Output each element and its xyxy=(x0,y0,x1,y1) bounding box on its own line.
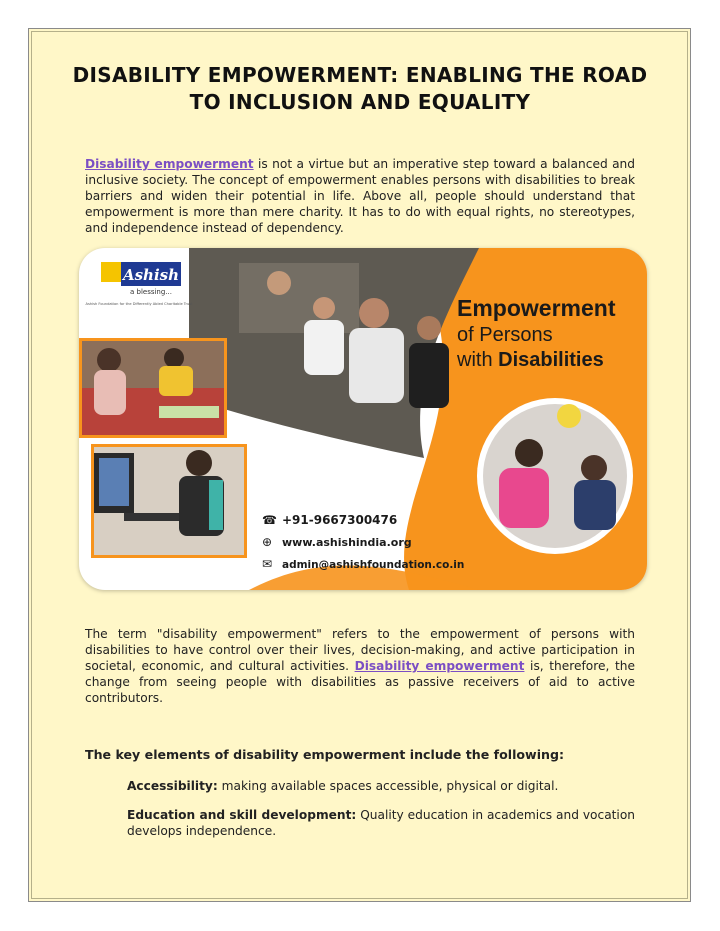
title-line-2: TO INCLUSION AND EQUALITY xyxy=(189,90,531,114)
banner-headline-1: Empowerment xyxy=(457,295,616,321)
list-item xyxy=(127,778,635,794)
item-text: making available spaces accessible, physical or digital. xyxy=(217,779,559,793)
article-title xyxy=(70,62,650,116)
definition-text-start: The term "disability empowerment" refers to the empowerment of persons with disabilities to have control over their lives, decision-making, and active participation in societal, economic, and cultural activities. xyxy=(85,627,635,673)
email-icon: ✉ xyxy=(262,557,273,571)
definition-text-end: is, therefore, the change from seeing people with disabilities as passive receivers of aid to active contributors. xyxy=(85,659,635,705)
banner-headline-2: of Persons xyxy=(457,324,553,346)
disability-empowerment-link[interactable]: Disability empowerment xyxy=(85,157,254,171)
item-label: Education and skill development: xyxy=(127,808,357,822)
banner-headline-3: with Disabilities xyxy=(457,349,604,371)
logo-name: Ashish xyxy=(122,266,180,284)
computer-photo xyxy=(91,444,247,558)
key-elements-heading: The key elements of disability empowerment include the following: xyxy=(85,747,565,762)
item-text: Quality education in academics and vocation develops independence. xyxy=(127,808,636,838)
globe-icon: ⊕ xyxy=(262,535,273,549)
classroom-photo xyxy=(79,338,227,438)
logo-subtitle: Ashish Foundation for the Differently Abled Charitable Trust xyxy=(85,302,193,306)
promo-banner xyxy=(79,248,647,590)
website: www.ashishindia.org xyxy=(282,536,412,549)
definition-paragraph xyxy=(85,626,635,706)
intro-paragraph xyxy=(85,156,635,236)
phone-number: +91-9667300476 xyxy=(282,513,398,527)
banner-graphic xyxy=(79,248,647,590)
title-line-1: DISABILITY EMPOWERMENT: ENABLING THE ROAD xyxy=(72,63,648,87)
disability-empowerment-link-2[interactable]: Disability empowerment xyxy=(354,659,525,673)
list-item xyxy=(127,807,635,839)
email-address: admin@ashishfoundation.co.in xyxy=(282,559,465,571)
intro-text: is not a virtue but an imperative step toward a balanced and inclusive society. The concept of empowerment enables persons with disabilities to break barriers and widen their potential in life. Above all, people should understand that empowerment is more than mere charity. It has to do with equal rights, no stereotypes, and independence instead of dependency. xyxy=(85,157,635,235)
logo-tagline: a blessing... xyxy=(129,288,173,296)
item-label: Accessibility: xyxy=(127,779,218,793)
phone-icon: ☎ xyxy=(262,513,277,527)
